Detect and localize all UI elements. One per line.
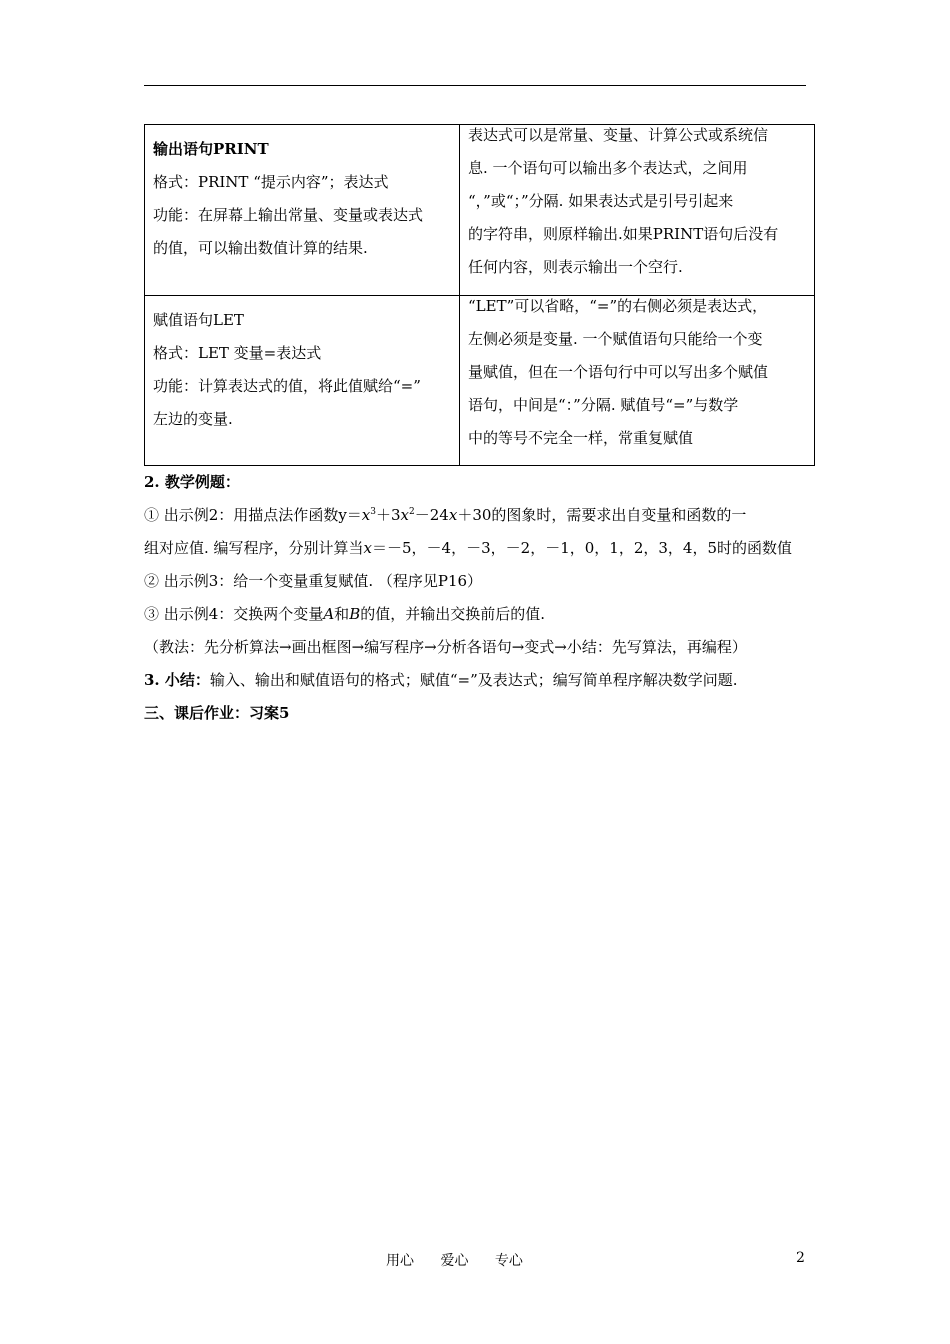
table-row-let [145,296,815,466]
print-left-cell [145,125,460,296]
print-format: 格式：PRINT “提示内容”；表达式 [153,173,389,191]
print-function-2: 的值，可以输出数值计算的结果. [153,239,368,257]
section-3-summary: 3. 小结：输入、输出和赋值语句的格式；赋值“=”及表达式；编写简单程序解决数学问题. [144,671,738,689]
print-function-1: 功能：在屏幕上输出常量、变量或表达式 [153,206,424,224]
example-2-line-1: ① 出示例2：用描点法作函数$y=x^3+3x^2-24x+30$的图象时，需要求出自变量和函数的一 [144,506,747,524]
lesson-body [144,466,816,730]
print-desc-1: 表达式可以是常量、变量、计算公式或系统信 [468,126,769,144]
page-number: 2 [796,1250,805,1266]
example-2-line-2: 组对应值. 编写程序，分别计算当x＝－5，－4，－3，－2，－1，0，1，2，3，4，5时的函数值 [144,539,792,557]
let-function-2: 左边的变量. [153,410,233,428]
let-function-1: 功能：计算表达式的值，将此值赋给“=” [153,377,421,395]
let-desc-4: 语句，中间是“：”分隔. 赋值号“=”与数学 [468,396,739,414]
header-rule [144,85,806,86]
let-desc-1: “LET”可以省略，“=”的右侧必须是表达式， [468,297,768,315]
print-desc-2: 息. 一个语句可以输出多个表达式，之间用 [468,159,748,177]
homework-heading: 三、课后作业：习案5 [144,704,290,722]
print-title: 输出语句PRINT [153,140,269,158]
let-title: 赋值语句LET [153,311,244,329]
let-right-cell [460,296,815,466]
let-desc-2: 左侧必须是变量. 一个赋值语句只能给一个变 [468,330,763,348]
statement-table [144,124,815,466]
let-desc-5: 中的等号不完全一样，常重复赋值 [468,429,694,447]
section-2-heading: 2. 教学例题： [144,473,240,491]
table-row-print [145,125,815,296]
print-desc-4: 的字符串，则原样输出.如果PRINT语句后没有 [468,225,779,243]
let-format: 格式：LET 变量=表达式 [153,344,322,362]
print-desc-5: 任何内容，则表示输出一个空行. [468,258,683,276]
teaching-method: （教法：先分析算法→画出框图→编写程序→分析各语句→变式→小结：先写算法，再编程） [144,638,747,656]
print-right-cell [460,125,815,296]
print-desc-3: “，”或“；”分隔. 如果表达式是引号引起来 [468,192,734,210]
let-left-cell [145,296,460,466]
let-desc-3: 量赋值，但在一个语句行中可以写出多个赋值 [468,363,769,381]
example-3: ② 出示例3：给一个变量重复赋值. （程序见P16） [144,572,483,590]
example-4: ③ 出示例4：交换两个变量A和B的值，并输出交换前后的值. [144,605,545,623]
footer-motto: 用心 爱心 专心 [386,1253,523,1269]
